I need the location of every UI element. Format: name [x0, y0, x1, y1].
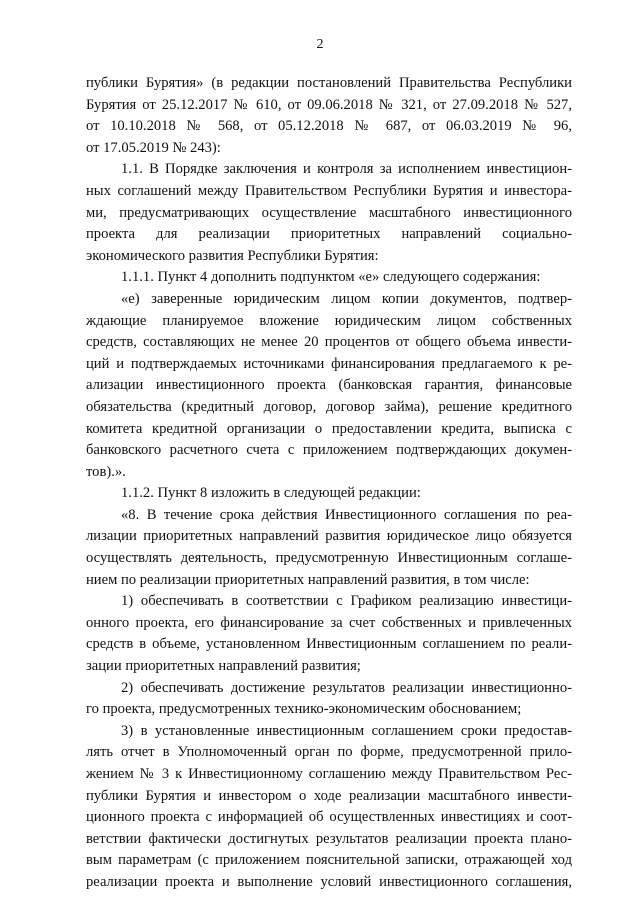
text-line: ализации инвестиционного проекта (банковская гарантия, финансовые — [86, 377, 572, 394]
text-line: проекта для реализации приоритетных направлений социально- — [86, 226, 572, 243]
text-line: го проекта, предусмотренных технико-экономическим обоснованием; — [86, 701, 522, 718]
text-line: ционного проекта с информацией об осуществленных инвестициях и соот- — [86, 809, 572, 826]
text-line: ций и подтверждаемых источниками финансирования предлагаемого к ре- — [86, 355, 572, 372]
text-line: ветствии фактически достигнутых результатов реализации проекта плано- — [86, 830, 572, 847]
paragraph-first-line: 1.1.1. Пункт 4 дополнить подпунктом «е» следующего содержания: — [121, 269, 541, 286]
paragraph-first-line: «е) заверенные юридическим лицом копии документов, подтвер- — [121, 290, 572, 307]
text-line: онного проекта, его финансирование за счет собственных и привлеченных — [86, 614, 572, 631]
paragraph-first-line: 1) обеспечивать в соответствии с Графиком реализацию инвестици- — [121, 593, 572, 610]
page-number: 2 — [316, 37, 324, 52]
paragraph-first-line: 3) в установленные инвестиционным соглашением сроки предостав- — [121, 722, 572, 739]
text-line: вым параметрам (с приложением пояснительной записки, отражающей ход — [86, 852, 572, 869]
text-line: тов).». — [86, 463, 126, 480]
text-line: комитета кредитной организации о предоставлении кредита, выписка с — [86, 420, 572, 437]
text-line: Бурятия от 25.12.2017 № 610, от 09.06.2018 № 321, от 27.09.2018 № 527, — [86, 96, 572, 113]
text-line: публики Бурятия и инвестором о ходе реализации масштабного инвести- — [86, 787, 572, 804]
text-line: зации приоритетных направлений развития; — [86, 658, 361, 675]
text-line: экономического развития Республики Бурятия: — [86, 247, 379, 264]
text-line: нием по реализации приоритетных направлений развития, в том числе: — [86, 571, 530, 588]
text-line: обязательства (кредитный договор, договор займа), решение кредитного — [86, 398, 572, 415]
paragraph-first-line: 2) обеспечивать достижение результатов реализации инвестиционно- — [121, 679, 572, 696]
text-line: ждающие планируемое вложение юридическим лицом собственных — [86, 312, 572, 329]
text-line: банковского расчетного счета с приложением подтверждающих докумен- — [86, 442, 572, 459]
text-line: лизации приоритетных направлений развития юридическое лицо обязуется — [86, 528, 572, 545]
text-line: средств в объеме, установленном Инвестиционным соглашением по реали- — [86, 636, 572, 653]
document-body — [86, 73, 572, 894]
text-line: реализации проекта и выполнение условий инвестиционного соглашения, — [86, 873, 572, 890]
paragraph-first-line: 1.1. В Порядке заключения и контроля за исполнением инвестицион- — [121, 161, 572, 178]
text-line: жением № 3 к Инвестиционному соглашению между Правительством Рес- — [86, 766, 572, 782]
text-line: осуществлять деятельность, предусмотренную Инвестиционным соглаше- — [86, 550, 572, 567]
paragraph-first-line: 1.1.2. Пункт 8 изложить в следующей редакции: — [121, 485, 421, 502]
text-line: ми, предусматривающих осуществление масштабного инвестиционного — [86, 204, 572, 221]
text-line: от 10.10.2018 № 568, от 05.12.2018 № 687, от 06.03.2019 № 96, — [86, 118, 572, 135]
text-line: публики Бурятия» (в редакции постановлений Правительства Республики — [86, 75, 572, 91]
text-line: средств, составляющих не менее 20 процентов от общего объема инвести- — [86, 334, 572, 351]
paragraph-first-line: «8. В течение срока действия Инвестиционного соглашения по реа- — [121, 506, 572, 523]
text-line: от 17.05.2019 № 243): — [86, 139, 221, 156]
text-line: ных соглашений между Правительством Республики Бурятия и инвестора- — [86, 182, 572, 199]
text-line: лять отчет в Уполномоченный орган по форме, предусмотренной прило- — [86, 744, 572, 761]
